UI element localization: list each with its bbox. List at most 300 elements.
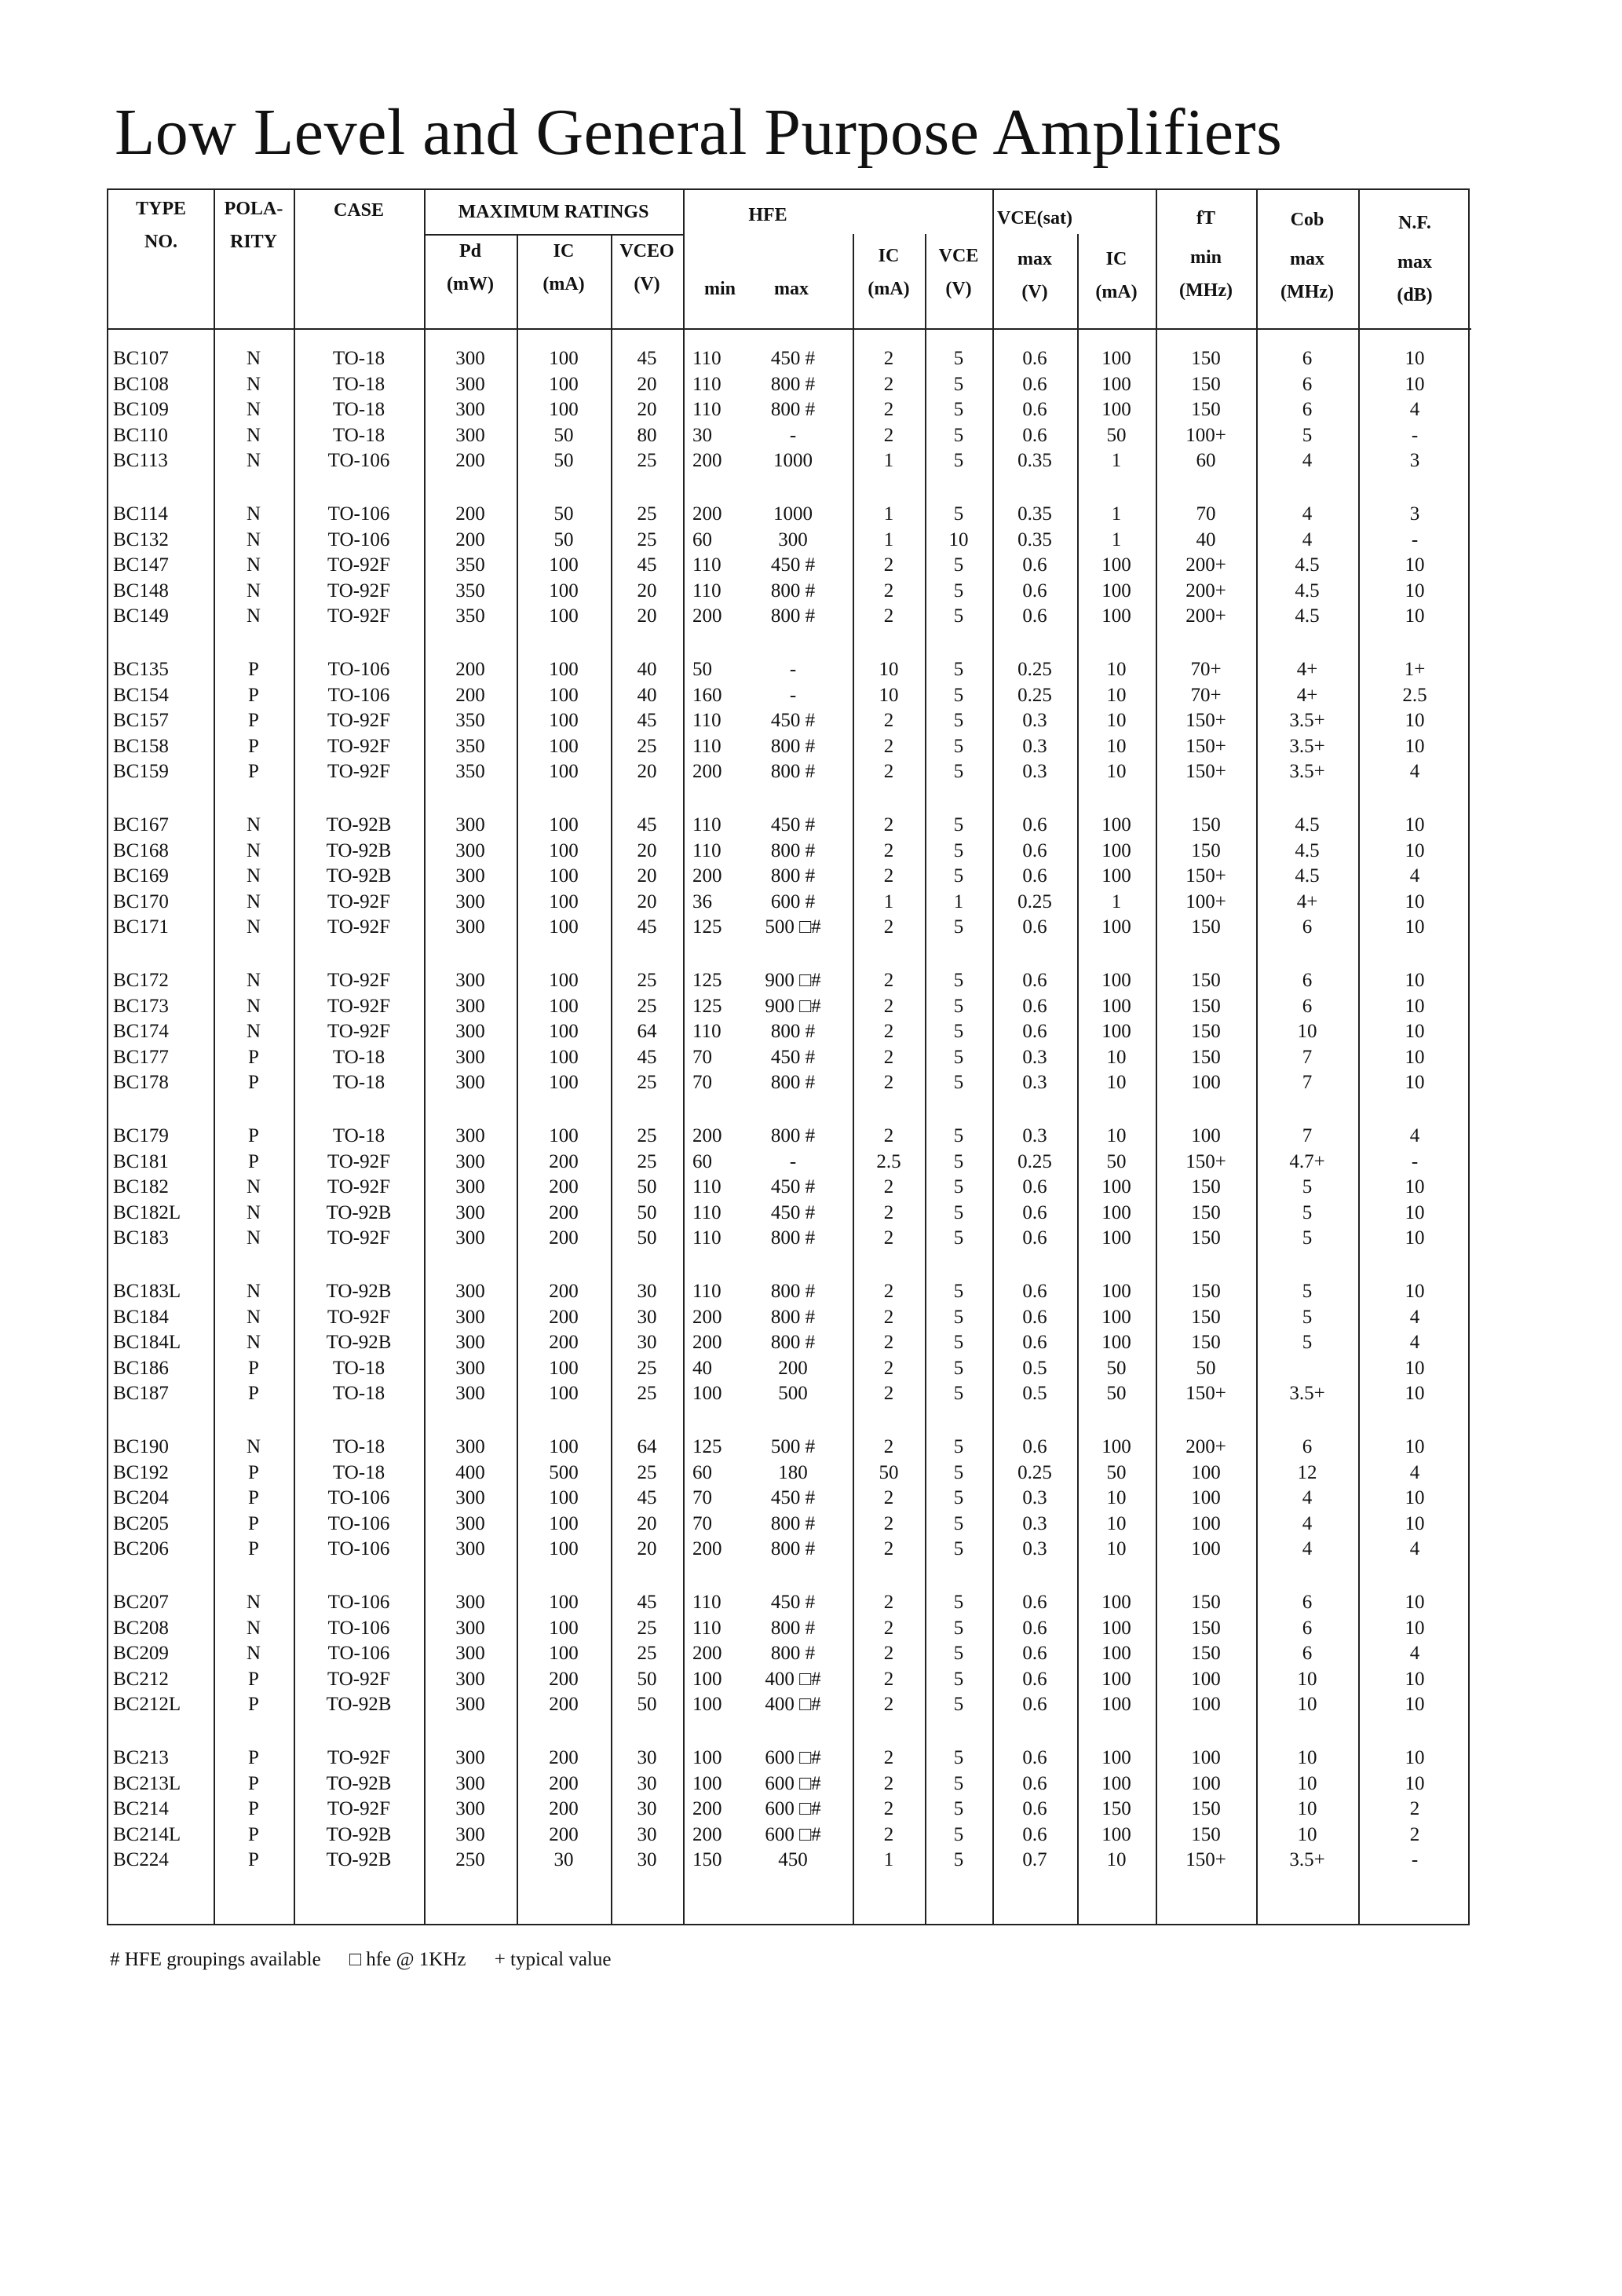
vcesat-max-cell: 0.6: [1022, 1643, 1047, 1665]
nf-cell: 10: [1405, 1176, 1425, 1198]
polarity-cell: P: [248, 1150, 259, 1172]
ft-cell: 70: [1196, 503, 1216, 525]
polarity-cell: P: [248, 659, 259, 680]
type-cell: BC172: [113, 970, 169, 991]
vceo-cell: 20: [637, 761, 657, 783]
vceo-cell: 30: [637, 1772, 657, 1794]
hfe-vce-cell: 5: [953, 710, 964, 732]
nf-cell: 10: [1405, 1281, 1425, 1302]
hfe-min-cell: 100: [692, 1668, 722, 1690]
type-cell: BC190: [113, 1436, 169, 1457]
nf-cell: 10: [1405, 1072, 1425, 1094]
vcesat-max-cell: 0.6: [1022, 1823, 1047, 1845]
vceo-cell: 45: [637, 916, 657, 938]
cob-cell: 4.5: [1295, 839, 1320, 861]
hfe-max-cell: 450 #: [770, 1176, 816, 1198]
ic-cell: 100: [549, 659, 579, 680]
vceo-cell: 40: [637, 684, 657, 706]
hfe-max-cell: 800 #: [770, 1643, 816, 1665]
header-hfe-min: min: [703, 279, 736, 299]
hfe-ic-cell: 1: [883, 450, 894, 472]
cob-cell: 5: [1302, 1201, 1313, 1223]
polarity-cell: N: [246, 503, 261, 525]
case-cell: TO-92F: [327, 1227, 391, 1249]
case-cell: TO-106: [327, 659, 390, 680]
vcesat-max-cell: 0.6: [1022, 605, 1047, 627]
vceo-cell: 40: [637, 659, 657, 680]
hfe-min-cell: 70: [692, 1512, 712, 1534]
nf-cell: 4: [1409, 399, 1420, 421]
hfe-ic-cell: 2: [883, 1357, 894, 1379]
ic-cell: 100: [549, 1643, 579, 1665]
type-cell: BC154: [113, 684, 169, 706]
pd-cell: 300: [455, 1046, 485, 1068]
vceo-cell: 25: [637, 1072, 657, 1094]
pd-cell: 300: [455, 916, 485, 938]
type-cell: BC173: [113, 995, 169, 1017]
vceo-cell: 30: [637, 1306, 657, 1328]
vcesat-max-cell: 0.3: [1022, 1487, 1047, 1509]
hfe-ic-cell: 2: [883, 1487, 894, 1509]
hfe-max-cell: 450: [778, 1849, 808, 1871]
cob-cell: 3.5+: [1289, 735, 1325, 757]
nf-cell: -: [1411, 528, 1419, 550]
hfe-ic-cell: 50: [879, 1461, 899, 1483]
hfe-max-cell: 600 □#: [765, 1798, 821, 1820]
hfe-min-cell: 110: [692, 710, 721, 732]
vceo-cell: 30: [637, 1823, 657, 1845]
hfe-ic-cell: 2: [883, 1772, 894, 1794]
hfe-max-cell: 450 #: [770, 1201, 816, 1223]
type-cell: BC181: [113, 1150, 169, 1172]
pd-cell: 300: [455, 1592, 485, 1613]
hfe-max-cell: 1000: [773, 503, 813, 525]
hfe-vce-cell: 5: [953, 1072, 964, 1094]
vcesat-ic-cell: 10: [1106, 1046, 1127, 1068]
polarity-cell: N: [246, 1281, 261, 1302]
polarity-cell: N: [246, 1436, 261, 1457]
vceo-cell: 45: [637, 1592, 657, 1613]
case-cell: TO-92B: [326, 1281, 392, 1302]
hfe-vce-cell: 5: [953, 1383, 964, 1405]
ic-cell: 500: [549, 1461, 579, 1483]
hfe-max-cell: 800 #: [770, 1281, 816, 1302]
hfe-vce-cell: 5: [953, 1357, 964, 1379]
vcesat-max-cell: 0.6: [1022, 399, 1047, 421]
nf-cell: 10: [1405, 1436, 1425, 1457]
footnote-typical-value: + typical value: [494, 1949, 612, 1970]
polarity-cell: P: [248, 1461, 259, 1483]
cob-cell: 10: [1297, 1021, 1317, 1043]
polarity-cell: P: [248, 1046, 259, 1068]
pd-cell: 300: [455, 1306, 485, 1328]
cob-cell: 4: [1302, 450, 1313, 472]
vcesat-max-cell: 0.6: [1022, 1592, 1047, 1613]
ft-cell: 200+: [1185, 579, 1226, 601]
hfe-vce-cell: 5: [953, 865, 964, 887]
ic-cell: 200: [549, 1281, 579, 1302]
ft-cell: 100: [1191, 1487, 1221, 1509]
cob-cell: 6: [1302, 1592, 1313, 1613]
hfe-max-cell: 450 #: [770, 1592, 816, 1613]
polarity-cell: P: [248, 1125, 259, 1146]
type-cell: BC178: [113, 1072, 169, 1094]
nf-cell: 3: [1409, 503, 1420, 525]
pd-cell: 200: [455, 659, 485, 680]
ft-cell: 150: [1191, 1201, 1221, 1223]
type-cell: BC114: [113, 503, 168, 525]
case-cell: TO-18: [332, 1461, 385, 1483]
case-cell: TO-18: [332, 373, 385, 395]
pd-cell: 300: [455, 865, 485, 887]
type-cell: BC147: [113, 554, 169, 576]
polarity-cell: N: [246, 916, 261, 938]
ic-cell: 100: [549, 348, 579, 369]
nf-cell: 10: [1405, 1512, 1425, 1534]
cob-cell: 12: [1297, 1461, 1317, 1483]
type-cell: BC204: [113, 1487, 169, 1509]
ic-cell: 200: [549, 1201, 579, 1223]
case-cell: TO-106: [327, 684, 390, 706]
ft-cell: 150: [1191, 1176, 1221, 1198]
hfe-ic-cell: 1: [883, 890, 894, 912]
type-cell: BC177: [113, 1046, 169, 1068]
hfe-ic-cell: 2: [883, 1512, 894, 1534]
hfe-max-cell: -: [789, 659, 797, 680]
hfe-ic-cell: 2: [883, 1046, 894, 1068]
hfe-ic-cell: 2: [883, 995, 894, 1017]
pd-cell: 300: [455, 1668, 485, 1690]
header-vceo: VCEO (V): [619, 241, 674, 294]
cob-cell: 6: [1302, 1643, 1313, 1665]
nf-cell: 1+: [1404, 659, 1426, 680]
pd-cell: 300: [455, 1125, 485, 1146]
vceo-cell: 25: [637, 1617, 657, 1639]
pd-cell: 300: [455, 839, 485, 861]
vcesat-max-cell: 0.5: [1022, 1357, 1047, 1379]
vcesat-ic-cell: 10: [1106, 1849, 1127, 1871]
vceo-cell: 20: [637, 399, 657, 421]
cob-cell: 7: [1302, 1125, 1313, 1146]
hfe-vce-cell: 5: [953, 1176, 964, 1198]
hfe-min-cell: 100: [692, 1694, 722, 1716]
vcesat-max-cell: 0.6: [1022, 1772, 1047, 1794]
case-cell: TO-92F: [327, 554, 391, 576]
hfe-min-cell: 60: [692, 1461, 712, 1483]
hfe-vce-cell: 5: [953, 1332, 964, 1354]
hfe-max-cell: 450 #: [770, 554, 816, 576]
hfe-min-cell: 110: [692, 1021, 721, 1043]
header-ic: IC (mA): [542, 241, 585, 294]
vceo-cell: 25: [637, 970, 657, 991]
vcesat-ic-cell: 100: [1101, 814, 1131, 835]
type-cell: BC209: [113, 1643, 169, 1665]
ft-cell: 100+: [1185, 424, 1226, 446]
nf-cell: 10: [1405, 1357, 1425, 1379]
vcesat-max-cell: 0.6: [1022, 1332, 1047, 1354]
case-cell: TO-18: [332, 399, 385, 421]
vcesat-ic-cell: 100: [1101, 1281, 1131, 1302]
ic-cell: 100: [549, 735, 579, 757]
pd-cell: 300: [455, 1227, 485, 1249]
vceo-cell: 20: [637, 839, 657, 861]
pd-cell: 350: [455, 605, 485, 627]
pd-cell: 300: [455, 1383, 485, 1405]
ic-cell: 100: [549, 1592, 579, 1613]
vcesat-ic-cell: 100: [1101, 865, 1131, 887]
hfe-max-cell: 450 #: [770, 1487, 816, 1509]
nf-cell: 10: [1405, 1021, 1425, 1043]
polarity-cell: P: [248, 1694, 259, 1716]
hfe-vce-cell: 5: [953, 1849, 964, 1871]
ft-cell: 100: [1191, 1772, 1221, 1794]
ic-cell: 100: [549, 710, 579, 732]
pd-cell: 300: [455, 995, 485, 1017]
polarity-cell: N: [246, 373, 261, 395]
hfe-ic-cell: 2: [883, 1125, 894, 1146]
ft-cell: 100: [1191, 1747, 1221, 1768]
ft-cell: 150: [1191, 1592, 1221, 1613]
hfe-max-cell: 900 □#: [765, 995, 821, 1017]
cob-cell: 10: [1297, 1772, 1317, 1794]
vcesat-ic-cell: 10: [1106, 1487, 1127, 1509]
pd-cell: 300: [455, 1072, 485, 1094]
vcesat-ic-cell: 50: [1106, 1383, 1127, 1405]
cob-cell: 3.5+: [1289, 1849, 1325, 1871]
vceo-cell: 30: [637, 1849, 657, 1871]
vceo-cell: 25: [637, 995, 657, 1017]
hfe-max-cell: 800 #: [770, 399, 816, 421]
cob-cell: 4: [1302, 1538, 1313, 1560]
hfe-vce-cell: 5: [953, 814, 964, 835]
hfe-min-cell: 110: [692, 1592, 721, 1613]
ic-cell: 50: [553, 528, 574, 550]
vcesat-ic-cell: 100: [1101, 348, 1131, 369]
vcesat-ic-cell: 100: [1101, 1436, 1131, 1457]
case-cell: TO-106: [327, 1487, 390, 1509]
ft-cell: 150+: [1185, 1150, 1226, 1172]
polarity-cell: P: [248, 1538, 259, 1560]
pd-cell: 200: [455, 450, 485, 472]
vcesat-max-cell: 0.25: [1017, 684, 1052, 706]
pd-cell: 350: [455, 761, 485, 783]
vcesat-max-cell: 0.6: [1022, 1306, 1047, 1328]
ic-cell: 100: [549, 1125, 579, 1146]
case-cell: TO-92B: [326, 1772, 392, 1794]
hfe-max-cell: 450 #: [770, 710, 816, 732]
vcesat-ic-cell: 100: [1101, 1306, 1131, 1328]
vceo-cell: 30: [637, 1281, 657, 1302]
case-cell: TO-92F: [327, 579, 391, 601]
hfe-max-cell: 800 #: [770, 1021, 816, 1043]
vcesat-ic-cell: 10: [1106, 684, 1127, 706]
nf-cell: 10: [1405, 605, 1425, 627]
ic-cell: 200: [549, 1798, 579, 1820]
hfe-vce-cell: 5: [953, 1643, 964, 1665]
case-cell: TO-92B: [326, 1201, 392, 1223]
hfe-ic-cell: 2: [883, 1436, 894, 1457]
polarity-cell: P: [248, 1849, 259, 1871]
footnote-hfe-groupings: # HFE groupings available: [110, 1949, 321, 1970]
hfe-max-cell: 800 #: [770, 1617, 816, 1639]
type-cell: BC113: [113, 450, 168, 472]
case-cell: TO-92F: [327, 1668, 391, 1690]
pd-cell: 300: [455, 1487, 485, 1509]
polarity-cell: N: [246, 528, 261, 550]
polarity-cell: N: [246, 1176, 261, 1198]
case-cell: TO-92B: [326, 865, 392, 887]
hfe-ic-cell: 2: [883, 1617, 894, 1639]
ft-cell: 150+: [1185, 865, 1226, 887]
nf-cell: 2: [1409, 1823, 1420, 1845]
type-cell: BC186: [113, 1357, 169, 1379]
hfe-ic-cell: 2: [883, 839, 894, 861]
hfe-ic-cell: 2: [883, 710, 894, 732]
hfe-max-cell: 800 #: [770, 839, 816, 861]
pd-cell: 300: [455, 1176, 485, 1198]
vceo-cell: 25: [637, 735, 657, 757]
hfe-min-cell: 200: [692, 450, 722, 472]
ic-cell: 100: [549, 1021, 579, 1043]
vcesat-max-cell: 0.7: [1022, 1849, 1047, 1871]
hfe-ic-cell: 2: [883, 761, 894, 783]
header-bottom-rule: [108, 328, 1471, 330]
vcesat-max-cell: 0.6: [1022, 1694, 1047, 1716]
pd-cell: 350: [455, 710, 485, 732]
ic-cell: 100: [549, 1383, 579, 1405]
vcesat-max-cell: 0.5: [1022, 1383, 1047, 1405]
case-cell: TO-92F: [327, 995, 391, 1017]
header-hfe: HFE: [748, 205, 787, 225]
hfe-min-cell: 200: [692, 865, 722, 887]
ic-cell: 100: [549, 890, 579, 912]
case-cell: TO-18: [332, 1072, 385, 1094]
hfe-ic-cell: 1: [883, 503, 894, 525]
polarity-cell: P: [248, 1772, 259, 1794]
hfe-ic-cell: 2: [883, 1643, 894, 1665]
hfe-min-cell: 110: [692, 839, 721, 861]
vceo-cell: 20: [637, 865, 657, 887]
hfe-max-cell: 800 #: [770, 605, 816, 627]
vceo-cell: 45: [637, 814, 657, 835]
vcesat-max-cell: 0.6: [1022, 839, 1047, 861]
ic-cell: 100: [549, 1487, 579, 1509]
hfe-vce-cell: 5: [953, 1747, 964, 1768]
pd-cell: 300: [455, 373, 485, 395]
hfe-ic-cell: 2: [883, 1798, 894, 1820]
case-cell: TO-92B: [326, 1823, 392, 1845]
type-cell: BC174: [113, 1021, 169, 1043]
hfe-vce-cell: 1: [953, 890, 964, 912]
hfe-vce-cell: 5: [953, 1798, 964, 1820]
ic-cell: 100: [549, 839, 579, 861]
ft-cell: 200+: [1185, 554, 1226, 576]
hfe-vce-cell: 5: [953, 1694, 964, 1716]
ic-cell: 200: [549, 1747, 579, 1768]
polarity-cell: P: [248, 1072, 259, 1094]
vcesat-ic-cell: 100: [1101, 1176, 1131, 1198]
ic-cell: 100: [549, 1072, 579, 1094]
vcesat-ic-cell: 100: [1101, 554, 1131, 576]
vcesat-max-cell: 0.3: [1022, 710, 1047, 732]
vcesat-ic-cell: 100: [1101, 373, 1131, 395]
hfe-min-cell: 200: [692, 1643, 722, 1665]
vceo-cell: 25: [637, 528, 657, 550]
vceo-cell: 25: [637, 450, 657, 472]
hfe-min-cell: 110: [692, 1201, 721, 1223]
nf-cell: 10: [1405, 1747, 1425, 1768]
case-cell: TO-92F: [327, 1747, 391, 1768]
specifications-table: [107, 188, 1470, 1925]
hfe-min-cell: 200: [692, 503, 722, 525]
hfe-ic-cell: 2: [883, 1538, 894, 1560]
hfe-min-cell: 50: [692, 659, 712, 680]
nf-cell: 10: [1405, 916, 1425, 938]
vcesat-max-cell: 0.25: [1017, 659, 1052, 680]
type-cell: BC183L: [113, 1281, 181, 1302]
case-cell: TO-106: [327, 1592, 390, 1613]
hfe-ic-cell: 2: [883, 605, 894, 627]
vceo-cell: 45: [637, 348, 657, 369]
ft-cell: 100: [1191, 1512, 1221, 1534]
nf-cell: 4: [1409, 1332, 1420, 1354]
pd-cell: 350: [455, 735, 485, 757]
nf-cell: 3: [1409, 450, 1420, 472]
case-cell: TO-92F: [327, 1150, 391, 1172]
hfe-vce-cell: 5: [953, 1201, 964, 1223]
cob-cell: 10: [1297, 1798, 1317, 1820]
header-polarity: POLA- RITY: [224, 199, 283, 252]
hfe-min-cell: 70: [692, 1046, 712, 1068]
vcesat-max-cell: 0.25: [1017, 1150, 1052, 1172]
type-cell: BC109: [113, 399, 169, 421]
hfe-max-cell: 180: [778, 1461, 808, 1483]
nf-cell: 4: [1409, 1461, 1420, 1483]
ic-cell: 100: [549, 970, 579, 991]
hfe-min-cell: 150: [692, 1849, 722, 1871]
hfe-max-cell: 800 #: [770, 1227, 816, 1249]
pd-cell: 300: [455, 970, 485, 991]
ic-cell: 200: [549, 1176, 579, 1198]
vcesat-ic-cell: 10: [1106, 659, 1127, 680]
hfe-vce-cell: 5: [953, 916, 964, 938]
hfe-max-cell: 800 #: [770, 1332, 816, 1354]
type-cell: BC224: [113, 1849, 169, 1871]
ft-cell: 150: [1191, 1046, 1221, 1068]
vcesat-max-cell: 0.6: [1022, 1176, 1047, 1198]
hfe-min-cell: 125: [692, 970, 722, 991]
vcesat-ic-cell: 100: [1101, 1694, 1131, 1716]
hfe-vce-cell: 5: [953, 1461, 964, 1483]
vceo-cell: 25: [637, 1643, 657, 1665]
cob-cell: 6: [1302, 995, 1313, 1017]
ft-cell: 150+: [1185, 1383, 1226, 1405]
case-cell: TO-92F: [327, 916, 391, 938]
ft-cell: 150: [1191, 348, 1221, 369]
cob-cell: 10: [1297, 1823, 1317, 1845]
hfe-max-cell: 600 □#: [765, 1823, 821, 1845]
ic-cell: 100: [549, 761, 579, 783]
hfe-ic-cell: 2: [883, 399, 894, 421]
hfe-ic-cell: 2: [883, 348, 894, 369]
hfe-min-cell: 40: [692, 1357, 712, 1379]
vcesat-max-cell: 0.6: [1022, 1201, 1047, 1223]
vcesat-ic-cell: 1: [1111, 890, 1122, 912]
nf-cell: 10: [1405, 995, 1425, 1017]
vcesat-max-cell: 0.6: [1022, 1436, 1047, 1457]
vcesat-max-cell: 0.6: [1022, 373, 1047, 395]
hfe-vce-cell: 5: [953, 1512, 964, 1534]
